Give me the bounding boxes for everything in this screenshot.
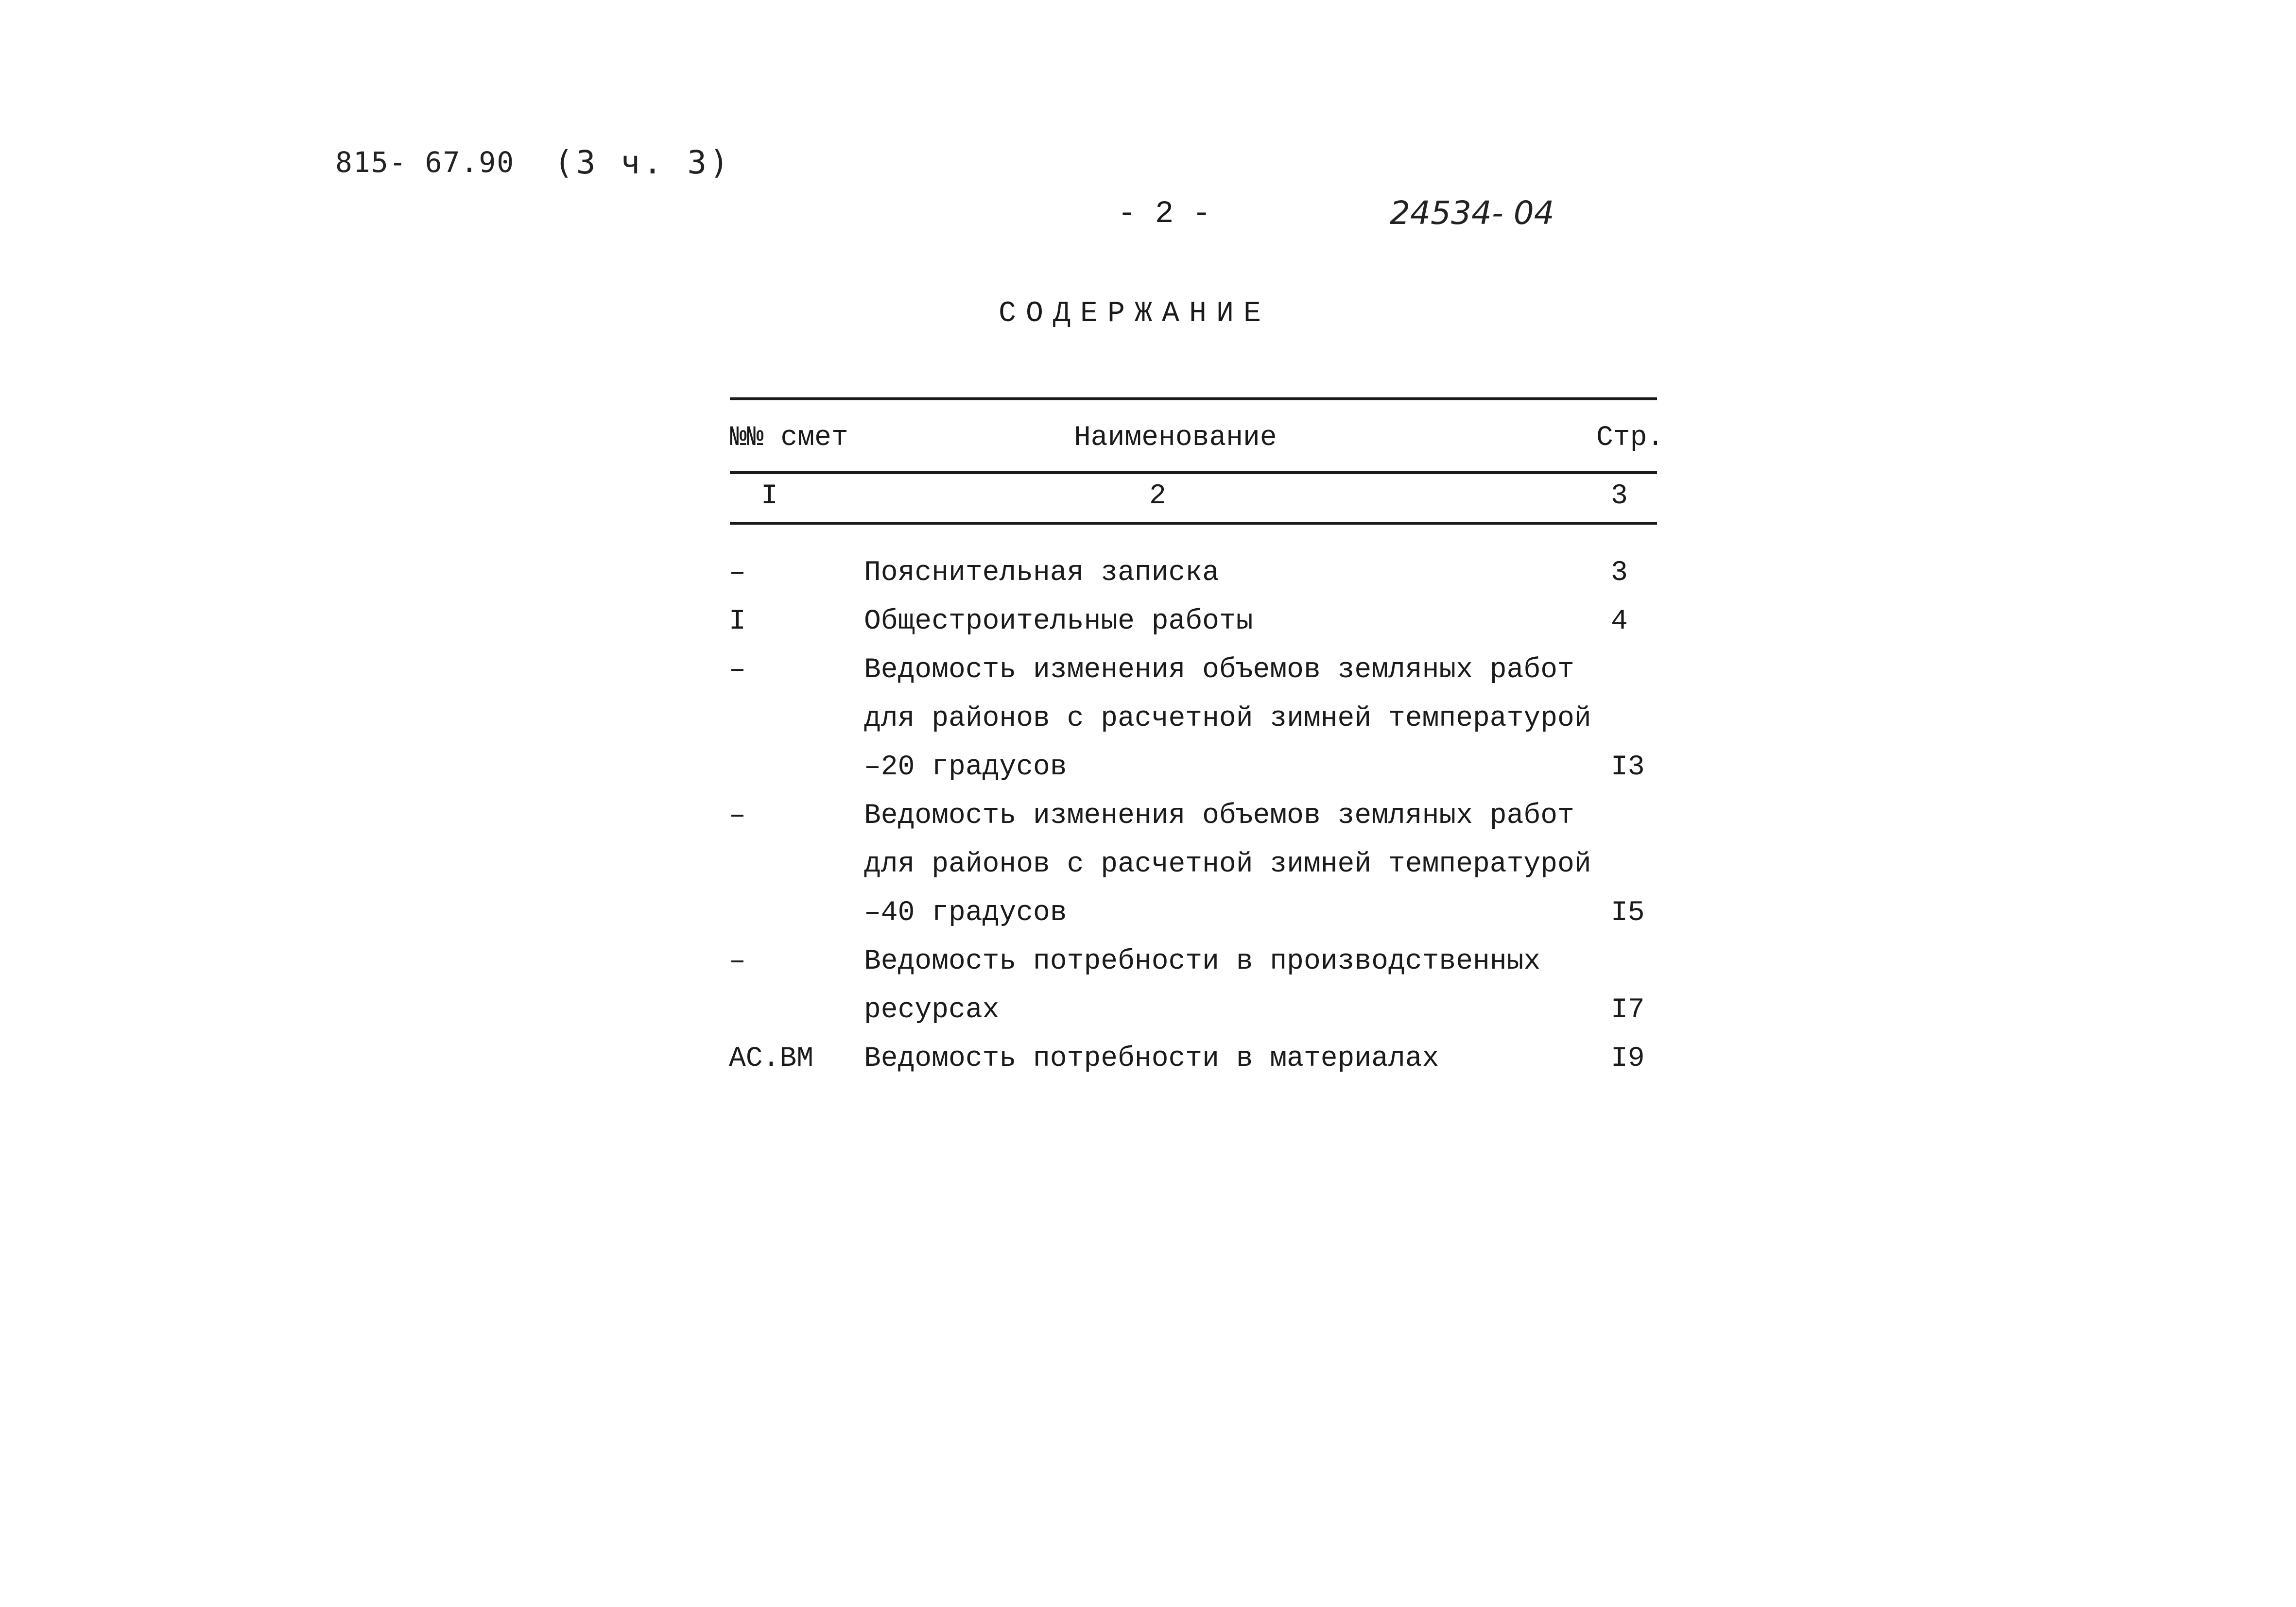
entry-title-line: Пояснительная записка [864,557,1219,589]
entry-title-line: Ведомость потребности в производственных [864,946,1541,977]
entry-title-line: Ведомость потребности в материалах [864,1043,1439,1075]
page-number: - 2 - [1118,197,1211,232]
entry-title-line: ресурсах [864,994,1000,1026]
entry-title [864,792,1591,938]
entry-page: I9 [1611,1043,1645,1075]
part-note: (3 ч. 3) [554,144,732,181]
archive-number: 24534- 04 [1390,194,1554,232]
entry-page: I5 [1611,897,1645,929]
entry-title-line: –40 градусов [864,897,1067,929]
column-header-name: Наименование [1074,422,1277,454]
column-number-2: 2 [1149,480,1166,512]
entry-title-line: для районов с расчетной зимней температурой [864,849,1591,880]
entry-code: АС.ВМ [729,1043,814,1075]
entry-title [864,646,1591,792]
entry-title [864,1035,1439,1083]
entry-title-line: Ведомость изменения объемов земляных работ [864,654,1574,686]
entry-title [864,598,1253,646]
document-code: 815- 67.90 [335,146,515,179]
entry-code: I [729,606,746,637]
column-header-estimate-number: №№ смет [730,422,848,454]
entry-page: I3 [1611,752,1645,783]
page-title: СОДЕРЖАНИЕ [999,297,1271,330]
entry-title [864,549,1219,598]
entry-code: – [729,654,746,686]
entry-page: I7 [1611,994,1645,1026]
entry-page: 4 [1611,606,1628,637]
column-number-1: I [761,480,778,512]
entry-title-line: –20 градусов [864,752,1067,783]
column-number-3: 3 [1611,480,1628,512]
entry-title-line: Ведомость изменения объемов земляных работ [864,800,1574,832]
entry-page: 3 [1611,557,1628,589]
entry-code: – [729,557,746,589]
entry-code: – [729,946,746,977]
column-header-page: Стр. [1596,422,1664,454]
entry-title-line: для районов с расчетной зимней температурой [864,703,1591,735]
entry-code: – [729,800,746,832]
entry-title-line: Общестроительные работы [864,606,1253,637]
entry-title [864,938,1540,1035]
